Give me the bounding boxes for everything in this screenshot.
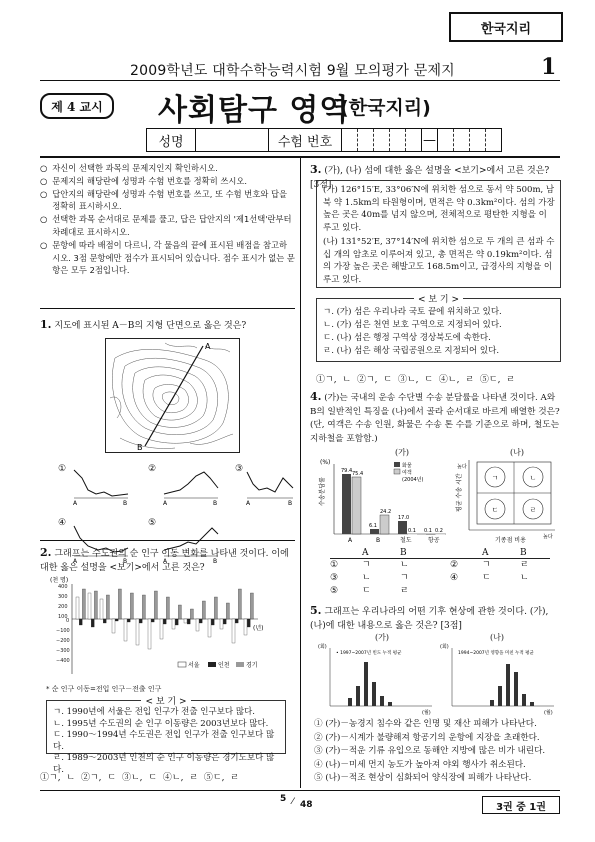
- svg-text:높다: 높다: [457, 464, 467, 470]
- q4-bar-a-cargo: [342, 474, 351, 534]
- q2-bar: [166, 597, 169, 619]
- q2-bar: [247, 619, 250, 627]
- q2-bar: [220, 619, 223, 629]
- exam-no-cell[interactable]: [454, 129, 470, 151]
- svg-text:• 1997~2007년 빈도 누적 평균: • 1997~2007년 빈도 누적 평균: [336, 651, 402, 656]
- svg-text:ㄹ: ㄹ: [529, 506, 537, 514]
- q4-answer-row[interactable]: ③ ㄴ ㄱ ④ ㄷ ㄴ: [330, 573, 529, 583]
- svg-text:(회): (회): [318, 644, 327, 650]
- session-badge: 제 4 교시: [40, 93, 114, 119]
- exam-no-cell[interactable]: [374, 129, 390, 151]
- svg-text:−100: −100: [56, 628, 70, 634]
- q2-bar: [103, 619, 106, 623]
- svg-text:B: B: [213, 500, 218, 506]
- svg-text:(월): (월): [544, 710, 553, 716]
- q1-option-2-label[interactable]: ②: [148, 464, 157, 474]
- q2-bar: [187, 619, 190, 624]
- q2-bar: [226, 603, 229, 619]
- q3-bogi-title: < 보 기 >: [414, 295, 463, 305]
- q4-answer-table: A B A B ① ㄱ ㄴ ② ㄱ ㄹ ③ ㄴ ㄱ ④ ㄷ ㄴ ⑤ ㄷ ㄹ: [330, 548, 550, 598]
- svg-text:A: A: [348, 537, 353, 544]
- q2-bar: [214, 597, 217, 619]
- column-divider: [300, 158, 301, 788]
- q2-bar: [199, 619, 202, 623]
- q4-bar-air-cargo: [426, 534, 435, 535]
- svg-text:300: 300: [58, 594, 68, 600]
- instruction-item: ○ 문제지의 해당란에 성명과 수험 번호를 정확히 쓰시오.: [40, 175, 248, 186]
- page-number: 1: [541, 54, 557, 80]
- svg-text:6.1: 6.1: [369, 523, 377, 529]
- svg-text:0: 0: [66, 618, 70, 624]
- q2-bar: [88, 593, 91, 619]
- svg-text:−200: −200: [56, 638, 70, 644]
- q2-bar: [151, 619, 154, 622]
- q2-bar: [115, 619, 118, 621]
- q2-bar: [211, 619, 214, 625]
- q2-bar: [112, 619, 115, 633]
- q1-option-4-label[interactable]: ④: [58, 518, 67, 528]
- svg-text:B: B: [213, 558, 218, 564]
- q4-answer-row[interactable]: ① ㄱ ㄴ ② ㄱ ㄹ: [330, 560, 529, 570]
- svg-text:200: 200: [58, 604, 68, 610]
- q2-bar: [202, 601, 205, 619]
- svg-text:여객: 여객: [402, 470, 412, 476]
- svg-text:경기: 경기: [246, 662, 258, 669]
- svg-text:1994~2007년 영향을 미친 누적 평균: 1994~2007년 영향을 미친 누적 평균: [458, 651, 534, 656]
- q2-bar: [124, 619, 127, 641]
- q2-bogi-title: < 보 기 >: [141, 697, 190, 707]
- id-row: [146, 128, 502, 152]
- svg-text:75.4: 75.4: [352, 471, 364, 477]
- q4-bar-rail-cargo: [398, 521, 407, 534]
- q1-profile-1[interactable]: [70, 464, 130, 506]
- q3-stem: 3. (가), (나) 섬에 대한 옳은 설명을 <보기>에서 고른 것은? [3점]: [310, 163, 550, 190]
- svg-text:A: A: [246, 500, 251, 506]
- q2-note: * 순 인구 이동=전입 인구－전출 인구: [46, 685, 162, 693]
- svg-text:(2004년): (2004년): [402, 477, 424, 483]
- svg-text:0.2: 0.2: [435, 528, 443, 534]
- q1-map-label-b: B: [137, 443, 143, 452]
- svg-text:ㄱ: ㄱ: [491, 474, 499, 482]
- q1-rule: [40, 540, 295, 541]
- q3-bogi-list: ㄱ. (가) 섬은 우리나라 국토 끝에 위치하고 있다. ㄴ. (가) 섬은 천연 보호 구역으로 지정되어 있다. ㄷ. (나) 섬은 행정 구역상 경상북도에 속한다. ㄹ. (나) 섬은 해상 국립공원으로 지정되어 있다.: [323, 307, 502, 356]
- svg-text:A: A: [73, 500, 78, 506]
- svg-text:A: A: [163, 558, 168, 564]
- q1-option-5-label[interactable]: ⑤: [148, 518, 157, 528]
- q2-stem: 2. 그래프는 수도권의 순 인구 이동 변화를 나타낸 것이다. 이에 대한 옳은 설명을 <보기>에서 고른 것은?: [40, 546, 289, 573]
- q4-chart-title-ga: (가): [395, 448, 409, 457]
- footer-rule: [40, 790, 560, 791]
- instruction-item: ○ 선택한 과목 순서대로 문제를 풀고, 답은 답안지의 '제1선택'란부터 차례대로 표시하시오.: [40, 214, 292, 237]
- q5-option[interactable]: ① (가)－농경지 침수와 같은 인명 및 재산 피해가 나타난다.: [314, 719, 537, 729]
- q4-bar-air-passenger: [436, 534, 445, 535]
- q5-chart-ga: [318, 642, 436, 716]
- main-title: 사회탐구 영역: [158, 93, 350, 128]
- q5-label-na: (나): [490, 633, 504, 642]
- q2-answer-options[interactable]: ①ㄱ, ㄴ ②ㄱ, ㄷ ③ㄴ, ㄷ ④ㄴ, ㄹ ⑤ㄷ, ㄹ: [40, 773, 239, 783]
- svg-text:24.2: 24.2: [380, 509, 392, 515]
- q4-chart-title-na: (나): [510, 448, 524, 457]
- q2-bar: [142, 595, 145, 619]
- svg-text:0.1: 0.1: [424, 528, 432, 534]
- q2-bar: [127, 619, 130, 622]
- q5-answer-options: [314, 718, 560, 786]
- q2-bar: [154, 591, 157, 619]
- q2-bar: [163, 619, 166, 624]
- q4-y-label: 수송분담률: [319, 477, 326, 506]
- exam-no-cell[interactable]: [406, 129, 422, 151]
- svg-text:A: A: [163, 500, 168, 506]
- q4-bar-rail-passenger: [408, 534, 417, 535]
- svg-text:(회): (회): [440, 644, 449, 650]
- q2-bar: [196, 619, 199, 631]
- q3-answer-options[interactable]: ①ㄱ, ㄴ ②ㄱ, ㄷ ③ㄴ, ㄷ ④ㄴ, ㄹ ⑤ㄷ, ㄹ: [316, 375, 515, 385]
- q2-bar: [100, 599, 103, 619]
- svg-text:A: A: [73, 558, 78, 564]
- q1-map-label-a: A: [205, 342, 211, 351]
- name-label: 성명: [147, 129, 196, 151]
- q4-bar-chart: [318, 456, 450, 546]
- q1-profile-3[interactable]: [245, 464, 295, 506]
- footer-volume-box: 3권 중 1권: [482, 796, 560, 814]
- instructions-rule: [40, 308, 295, 309]
- svg-text:B: B: [123, 500, 128, 506]
- svg-text:B: B: [123, 558, 128, 564]
- q2-bar: [223, 619, 226, 624]
- instructions: [40, 162, 295, 277]
- svg-text:서울: 서울: [188, 662, 200, 669]
- q1-option-3-label[interactable]: ③: [235, 464, 244, 474]
- q4-stem: 4. (가)는 국내의 운송 수단별 수송 분담률을 나타낸 것이다. A와 B의 일반적인 특징을 (나)에서 골라 순서대로 바르게 배열한 것은? (단, 여객은 수송 인원, 화물은 수송 톤 수를 기준으로 하며, 철도는 지하철을 포함함.): [310, 390, 560, 444]
- header-rule: [40, 80, 560, 81]
- svg-text:−400: −400: [56, 658, 70, 664]
- svg-text:ㄴ: ㄴ: [529, 474, 537, 482]
- q5-option[interactable]: ④ (나)－미세 먼지 농도가 높아져 야외 행사가 취소된다.: [314, 759, 526, 770]
- q2-unit: (천 명): [50, 577, 69, 584]
- exam-no-cell[interactable]: [470, 129, 486, 151]
- q2-bar: [118, 589, 121, 619]
- exam-no-cell[interactable]: [358, 129, 374, 151]
- q4-matrix-diagram: [455, 456, 559, 546]
- q2-bar: [184, 619, 187, 623]
- q2-bogi-list: ㄱ. 1990년에 서울은 전입 인구가 전출 인구보다 많다. ㄴ. 1995년 수도권의 순 인구 이동량은 2003년보다 많다. ㄷ. 1990～1994년 수도권은 전입 인구가 전출 인구보다 많다. ㄹ. 1989～2003년 인천의 순 인구 이동량은 경기도보다 많다.: [53, 707, 275, 775]
- q2-bar: [232, 619, 235, 643]
- instruction-item: ○ 문항에 따라 배점이 다르니, 각 물음의 끝에 표시된 배점을 참고하시오. 3점 문항에만 점수가 표시되어 있습니다. 점수 표시가 없는 문항은 모두 2점입니다.: [40, 239, 295, 276]
- q5-option[interactable]: ③ (가)－적운 기류 유입으로 동해안 지방에 많은 비가 내린다.: [314, 746, 546, 756]
- svg-text:400: 400: [58, 584, 68, 590]
- q2-bar: [250, 593, 253, 619]
- q4-bar-a-passenger: [352, 477, 361, 534]
- svg-text:인천: 인천: [218, 662, 230, 669]
- q1-stem: 1. 지도에 표시된 A－B의 지형 단면으로 옳은 것은?: [40, 318, 247, 331]
- svg-text:100: 100: [58, 614, 68, 620]
- exam-no-label: 수험 번호: [269, 129, 342, 151]
- main-subtitle: (한국지리): [340, 97, 431, 119]
- svg-text:0.1: 0.1: [408, 528, 416, 534]
- exam-no-dash: —: [422, 129, 438, 151]
- q2-bogi-box: [46, 697, 286, 775]
- instruction-item: ○ 답안지의 해당란에 성명과 수험 번호를 쓰고, 또 수험 번호와 답을 정확히 표시하시오.: [40, 188, 288, 212]
- q2-bar: [91, 619, 94, 627]
- svg-text:(%): (%): [320, 459, 331, 466]
- q2-bar: [79, 619, 82, 625]
- q2-bar: [208, 619, 211, 637]
- q2-year-label: (년): [253, 625, 264, 632]
- q3-passage: (가) 126°15′E, 33°06′N에 위치한 섬으로 동서 약 500m, 남북 약 1.5km의 타원형이며, 면적은 약 0.3km²이다. 섬의 가장 높은 곳은 40m를 넘지 않으며, 전체적으로 평탄한 지형을 이루고 있다. (나) 131°52′E, 37°14′N에 위치한 섬으로 두 개의 큰 섬과 수십 개의 암초로 이루어져 있고, 총 면적은 약 0.19km²이다. 섬의 가장 높은 곳은 해발고도 168.5m이고, 급경사의 지형을 이루고 있다.: [323, 185, 555, 285]
- svg-text:항공: 항공: [428, 537, 440, 544]
- q2-bar: [76, 597, 79, 619]
- exam-no-cell[interactable]: [438, 129, 454, 151]
- footer-page-indicator: 5 ⁄ 48: [280, 794, 313, 810]
- svg-text:철도: 철도: [400, 537, 412, 544]
- svg-text:ㄷ: ㄷ: [491, 506, 499, 514]
- q5-option[interactable]: ② (가)－시계가 불량해져 항공기의 운항에 지장을 초래한다.: [314, 732, 540, 743]
- q5-stem: 5. 그래프는 우리나라의 어떤 기후 현상에 관한 것이다. (가), (나)에 대한 내용으로 옳은 것은? [3점]: [310, 604, 549, 631]
- svg-text:79.4: 79.4: [341, 468, 353, 474]
- q2-bar: [106, 595, 109, 619]
- instruction-item: ○ 자신이 선택한 과목의 문제지인지 확인하시오.: [40, 163, 218, 173]
- svg-text:높다: 높다: [543, 534, 553, 540]
- q4-bar-b-passenger: [380, 515, 389, 534]
- q2-bar: [190, 609, 193, 619]
- q2-bar: [136, 619, 139, 645]
- svg-text:(월): (월): [422, 710, 431, 716]
- exam-title: 2009학년도 대학수학능력시험 9월 모의평가 문제지: [130, 63, 455, 79]
- q5-label-ga: (가): [375, 633, 389, 642]
- q1-profile-2[interactable]: [160, 464, 220, 506]
- q4-answer-row[interactable]: ⑤ ㄷ ㄹ: [330, 586, 409, 596]
- q2-bar: [172, 619, 175, 629]
- exam-no-cell[interactable]: [342, 129, 358, 151]
- svg-text:B: B: [288, 500, 293, 506]
- name-field[interactable]: [196, 129, 269, 151]
- q2-bar: [148, 619, 151, 649]
- q2-migration-chart: [48, 574, 273, 684]
- q2-bar: [175, 619, 178, 625]
- svg-text:17.0: 17.0: [398, 515, 410, 521]
- q2-bar: [178, 605, 181, 619]
- q4-bar-b-cargo: [370, 529, 379, 534]
- q1-option-1-label[interactable]: ①: [58, 464, 67, 474]
- q2-bar: [238, 589, 241, 619]
- q2-bar: [94, 591, 97, 619]
- q2-bar: [244, 619, 247, 635]
- subject-box: 한국지리: [449, 12, 563, 42]
- q5-chart-na: [440, 642, 558, 716]
- svg-text:−300: −300: [56, 648, 70, 654]
- q3-passage-box: [316, 180, 561, 288]
- q5-option[interactable]: ⑤ (나)－적조 현상이 심화되어 양식장에 피해가 나타난다.: [314, 773, 532, 783]
- svg-text:평균 수송 시간: 평균 수송 시간: [456, 473, 463, 512]
- q2-bar: [130, 593, 133, 619]
- q2-bar: [82, 589, 85, 619]
- q2-bar: [235, 619, 238, 623]
- q3-bogi-box: [316, 295, 561, 362]
- svg-text:화물: 화물: [402, 463, 412, 469]
- q2-bar: [160, 619, 163, 639]
- svg-text:기종점 비용: 기종점 비용: [495, 537, 526, 544]
- svg-text:B: B: [376, 537, 381, 544]
- q2-bar: [139, 619, 142, 623]
- q1-contour-map: [105, 338, 240, 453]
- exam-no-cell[interactable]: [486, 129, 501, 151]
- exam-no-cell[interactable]: [390, 129, 406, 151]
